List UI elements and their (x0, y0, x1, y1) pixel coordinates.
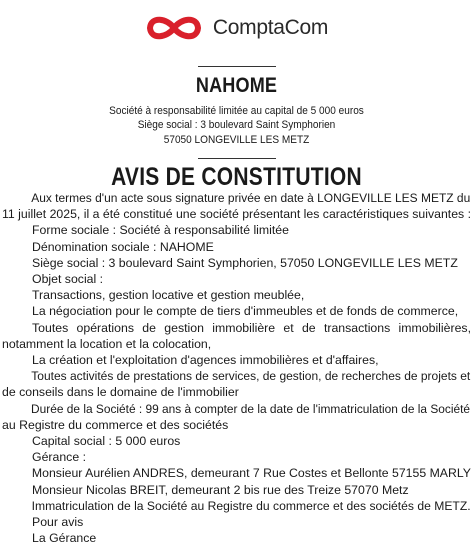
company-legal-form: Société à responsabilité limitée au capital de 5 000 euros (109, 105, 364, 117)
purpose-heading: Objet social : (32, 272, 104, 287)
purpose-item-5a: Toutes activités de prestations de services, de gestion, de recherches de projets et (31, 369, 471, 384)
purpose-item-3a: Toutes opérations de gestion immobilière et de transactions immobilières, (32, 320, 471, 335)
intro-line-1: Aux termes d'un acte sous signature privée en date à LONGEVILLE LES METZ du (31, 191, 471, 205)
purpose-item-2: La négociation pour le compte de tiers d'immeubles et de fonds de commerce, (32, 304, 459, 319)
company-city: 57050 LONGEVILLE LES METZ (163, 133, 310, 146)
company-address: Siège social : 3 boulevard Saint Symphorien (137, 119, 336, 132)
notice-body (2, 190, 471, 546)
purpose-item-3b: notamment la location et la colocation, (2, 336, 212, 351)
denomination-line: Dénomination sociale : NAHOME (32, 239, 214, 254)
manager-2: Monsieur Nicolas BREIT, demeurant 2 bis rue des Treize 57070 Metz (32, 482, 409, 497)
logo-brand-text: ComptaCom (212, 16, 329, 39)
registration-line: Immatriculation de la Société au Registre du commerce et des sociétés de METZ. (31, 498, 471, 513)
purpose-item-5b: de conseils dans le domaine de l'immobilier (2, 385, 239, 400)
duration-line-2: au Registre du commerce et des sociétés (2, 417, 229, 432)
company-info (0, 104, 473, 147)
duration-line-1: Durée de la Société : 99 ans à compter de la date de l'immatriculation de la Société (31, 401, 471, 416)
notice-title: AVIS DE CONSTITUTION (111, 163, 362, 191)
management-heading: Gérance : (32, 450, 86, 465)
divider-top (198, 66, 276, 67)
comptacom-logo (0, 12, 473, 44)
comptacom-logo-icon (145, 13, 203, 43)
pour-avis: Pour avis (32, 515, 84, 530)
signature: La Gérance (32, 531, 97, 546)
purpose-item-1: Transactions, gestion locative et gestion meublée, (32, 288, 305, 303)
divider-middle (198, 158, 276, 159)
purpose-item-4: La création et l'exploitation d'agences immobilières et d'affaires, (32, 353, 379, 368)
capital-line: Capital social : 5 000 euros (32, 434, 181, 449)
legal-form-line: Forme sociale : Société à responsabilité limitée (32, 223, 289, 238)
manager-1: Monsieur Aurélien ANDRES, demeurant 7 Rue Costes et Bellonte 57155 MARLY (31, 466, 471, 481)
head-office-line: Siège social : 3 boulevard Saint Symphorien, 57050 LONGEVILLE LES METZ (32, 255, 458, 270)
intro-line-2: 11 juillet 2025, il a été constitué une société présentant les caractéristiques suivantes : (2, 207, 472, 222)
company-name: NAHOME (195, 74, 278, 97)
